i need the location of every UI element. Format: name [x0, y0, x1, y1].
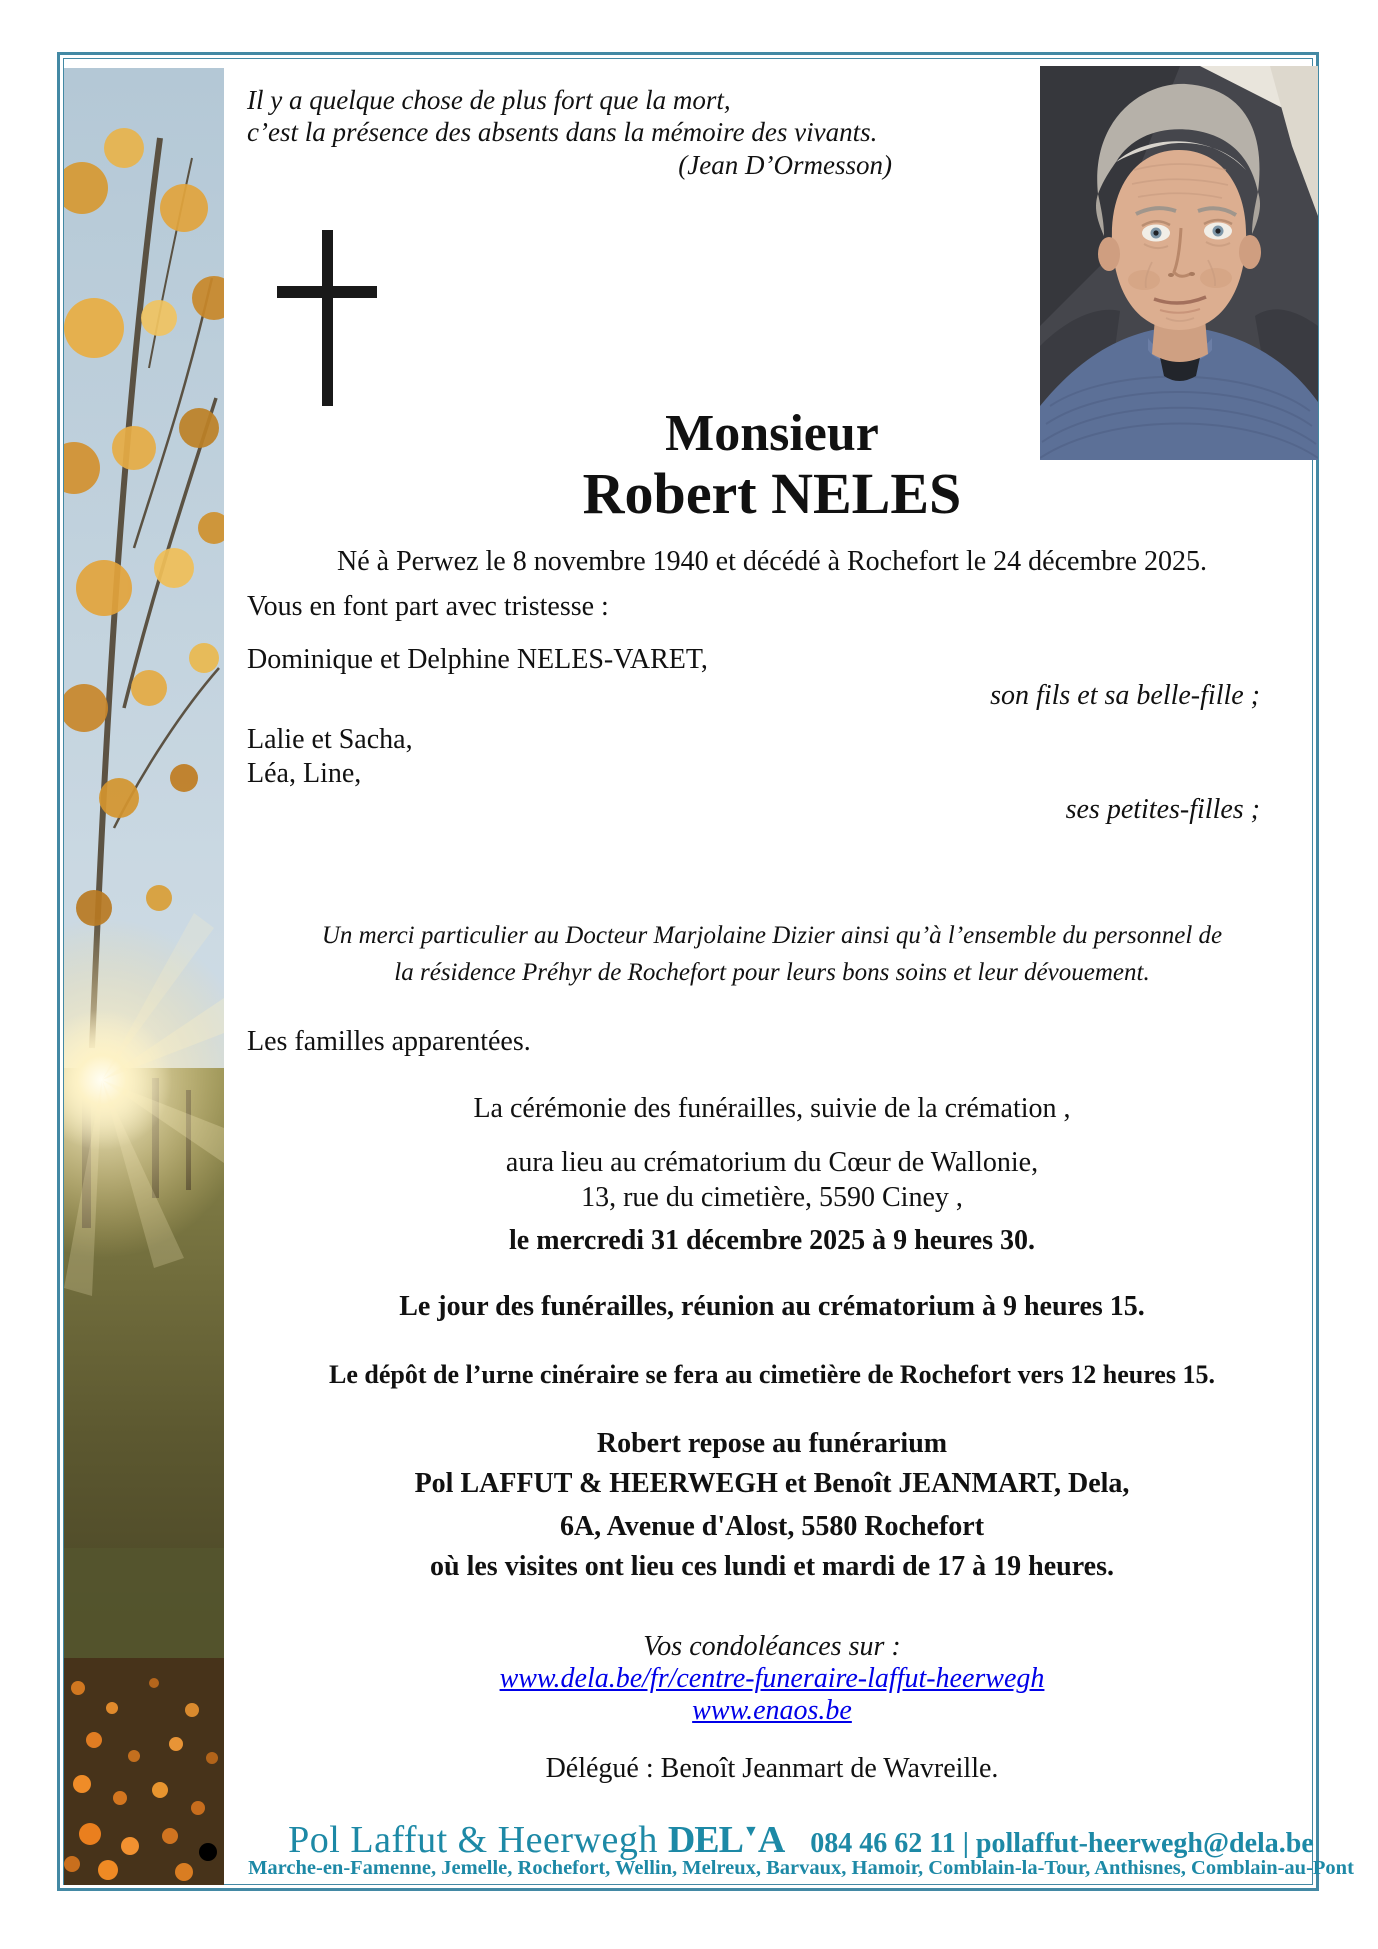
delegate-line: Délégué : Benoît Jeanmart de Wavreille.	[545, 1753, 999, 1784]
dela-logo: DEL▼A	[667, 1819, 785, 1861]
relation-2: ses petites-filles ;	[1065, 794, 1260, 825]
related-families: Les familles apparentées.	[247, 1026, 531, 1057]
deceased-life-dates: Né à Perwez le 8 novembre 1940 et décédé à Rochefort le 24 décembre 2025.	[337, 546, 1207, 577]
deceased-name: Robert NELES	[582, 461, 962, 526]
ceremony-date-time: le mercredi 31 décembre 2025 à 9 heures 30.	[509, 1225, 1035, 1256]
repose-line-4: où les visites ont lieu ces lundi et mardi de 17 à 19 heures.	[430, 1551, 1114, 1582]
thanks-line-1: Un merci particulier au Docteur Marjolaine Dizier ainsi qu’à l’ensemble du personnel de	[321, 922, 1223, 949]
quote-attribution: (Jean D’Ormesson)	[678, 150, 892, 180]
relation-1: son fils et sa belle-fille ;	[990, 680, 1260, 711]
thanks-line-2: la résidence Préhyr de Rochefort pour leurs bons soins et leur dévouement.	[394, 959, 1150, 986]
ceremony-line-2: aura lieu au crématorium du Cœur de Wallonie,	[505, 1147, 1039, 1178]
autumn-photo-illustration	[64, 68, 224, 1885]
portrait-photo	[1040, 66, 1318, 460]
funeral-home-logo	[288, 1810, 784, 1862]
ceremony-meeting: Le jour des funérailles, réunion au crématorium à 9 heures 15.	[399, 1291, 1145, 1322]
funeral-home-footer	[224, 1810, 1378, 1862]
deceased-salutation: Monsieur	[665, 405, 879, 462]
condolences-link-enaos[interactable]: www.enaos.be	[692, 1695, 852, 1726]
footer-email[interactable]: pollaffut-heerwegh@dela.be	[975, 1828, 1314, 1859]
announcement-intro: Vous en font part avec tristesse :	[247, 591, 609, 622]
ceremony-line-1: La cérémonie des funérailles, suivie de la crémation ,	[473, 1093, 1071, 1124]
footer-phone: 084 46 62 11	[810, 1828, 956, 1859]
quote-line-2: c’est la présence des absents dans la mémoire des vivants.	[247, 117, 878, 147]
repose-line-1: Robert repose au funérarium	[596, 1428, 948, 1459]
cross-icon	[277, 230, 377, 406]
condolences-label: Vos condoléances sur :	[643, 1631, 901, 1662]
family-line-1: Dominique et Delphine NELES-VARET,	[247, 644, 708, 675]
footer-contact	[810, 1828, 1314, 1860]
footer-towns: Marche-en-Famenne, Jemelle, Rochefort, Wellin, Melreux, Barvaux, Hamoir, Comblain-la-Tour, Anthisnes, Comblain-au-Pont	[248, 1857, 1354, 1879]
repose-line-2: Pol LAFFUT & HEERWEGH et Benoît JEANMART, Dela,	[414, 1468, 1130, 1499]
condolences-link-dela[interactable]: www.dela.be/fr/centre-funeraire-laffut-heerwegh	[499, 1663, 1045, 1694]
footer-separator: |	[962, 1828, 969, 1859]
family-line-3: Léa, Line,	[247, 758, 362, 789]
quote-line-1: Il y a quelque chose de plus fort que la mort,	[247, 85, 731, 115]
urn-deposit: Le dépôt de l’urne cinéraire se fera au cimetière de Rochefort vers 12 heures 15.	[329, 1360, 1215, 1389]
ceremony-line-3: 13, rue du cimetière, 5590 Ciney ,	[581, 1182, 963, 1213]
portrait-illustration	[1040, 66, 1318, 460]
repose-line-3: 6A, Avenue d'Alost, 5580 Rochefort	[559, 1511, 985, 1542]
family-line-2: Lalie et Sacha,	[247, 724, 413, 755]
dela-logo-mark-icon: ▼	[742, 1823, 758, 1840]
funeral-home-brand-name: Pol Laffut & Heerwegh	[288, 1819, 658, 1861]
autumn-photo-strip	[64, 68, 224, 1885]
